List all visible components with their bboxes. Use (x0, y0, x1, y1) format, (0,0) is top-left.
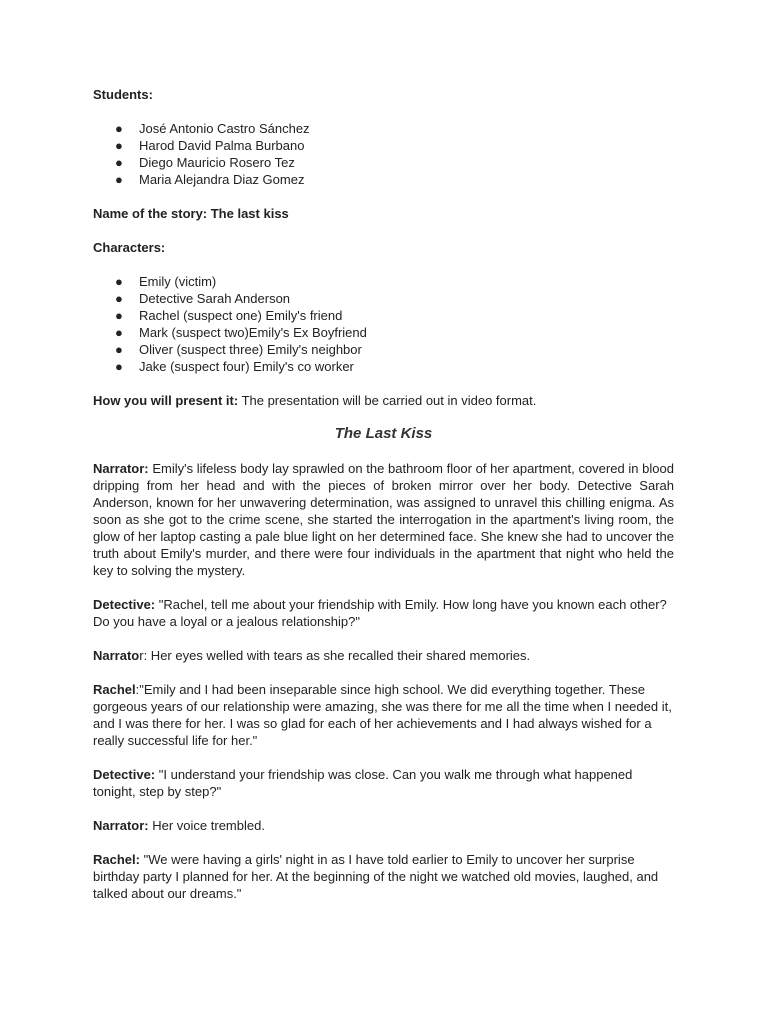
speaker-label: Rachel (93, 682, 136, 697)
dialogue-text: "I understand your friendship was close. Can you walk me through what happened tonight, step by step?" (93, 767, 633, 799)
story-title: The Last Kiss (334, 425, 433, 442)
list-item: ● Diego Mauricio Rosero Tez (115, 155, 295, 170)
students-list (93, 120, 674, 188)
bullet-icon: ● (115, 155, 123, 170)
characters-heading (93, 239, 674, 256)
list-item: ● Jake (suspect four) Emily's co worker (115, 359, 354, 374)
dialogue-paragraph (93, 596, 674, 630)
presentation-line (93, 392, 674, 409)
dialogue-paragraph (93, 817, 674, 834)
story-name-label: Name of the story: The last kiss (93, 206, 289, 221)
story-name-line (93, 205, 674, 222)
list-item: ● Harod David Palma Burbano (115, 138, 305, 153)
dialogue-paragraph (93, 647, 674, 664)
dialogue-paragraph (93, 460, 674, 579)
bullet-icon: ● (115, 342, 123, 357)
bullet-icon: ● (115, 359, 123, 374)
bullet-icon: ● (115, 138, 123, 153)
dialogue-paragraph (93, 851, 674, 902)
dialogue-text: "We were having a girls' night in as I have told earlier to Emily to uncover her surprise birthday party I planned for her. At the beginning of the night we watched old movies, laughed, and talked about our dreams." (93, 852, 659, 901)
presentation-label: How you will present it: (93, 393, 239, 408)
list-item: ● Rachel (suspect one) Emily's friend (115, 308, 343, 323)
dialogue-paragraph (93, 766, 674, 800)
bullet-icon: ● (115, 274, 123, 289)
list-item: ● Detective Sarah Anderson (115, 291, 291, 306)
speaker-label: Narrato (93, 648, 140, 663)
bullet-icon: ● (115, 172, 123, 187)
dialogue-text: :"Emily and I had been inseparable since high school. We did everything together. These gorgeous years of our relationship were amazing, she was there for me all the time when I needed it, and I was there for her. I was so glad for each of her achievements and I had always wished for a really successful life for her." (93, 682, 672, 748)
speaker-label: Detective: (93, 597, 156, 612)
list-item: ● Emily (victim) (115, 274, 217, 289)
dialogue-text: r: Her eyes welled with tears as she recalled their shared memories. (139, 648, 531, 663)
dialogue-text: "Rachel, tell me about your friendship with Emily. How long have you known each other? Do you have a loyal or a jealous relationship?" (93, 597, 667, 629)
list-item: ● José Antonio Castro Sánchez (115, 121, 310, 136)
dialogue-paragraph (93, 681, 674, 749)
speaker-label: Narrator: (93, 818, 149, 833)
speaker-label: Rachel: (93, 852, 140, 867)
characters-list (93, 273, 674, 375)
presentation-text: The presentation will be carried out in video format. (238, 393, 537, 408)
dialogue-text: Her voice trembled. (148, 818, 265, 833)
bullet-icon: ● (115, 121, 123, 136)
list-item: ● Maria Alejandra Diaz Gomez (115, 172, 305, 187)
characters-label: Characters: (93, 240, 166, 255)
dialogue-text: Emily's lifeless body lay sprawled on the bathroom floor of her apartment, covered in blood dripping from her head and with the pieces of broken mirror over her body. Detective Sarah Anderson, known for her unwavering determination, was assigned to unravel this chilling enigma. As soon as she got to the crime scene, she started the interrogation in the apartment's living room, the glow of her laptop casting a pale blue light on her determined face. She knew she had to uncover the truth about Emily's murder, and there were four individuals in the apartment that night who held the key to solving the mystery. (93, 461, 674, 578)
bullet-icon: ● (115, 308, 123, 323)
list-item: ● Mark (suspect two)Emily's Ex Boyfriend (115, 325, 367, 340)
speaker-label: Narrator: (93, 461, 149, 476)
bullet-icon: ● (115, 325, 123, 340)
list-item: ● Oliver (suspect three) Emily's neighbor (115, 342, 362, 357)
students-heading (93, 86, 674, 103)
speaker-label: Detective: (93, 767, 156, 782)
students-label: Students: (93, 87, 153, 102)
bullet-icon: ● (115, 291, 123, 306)
